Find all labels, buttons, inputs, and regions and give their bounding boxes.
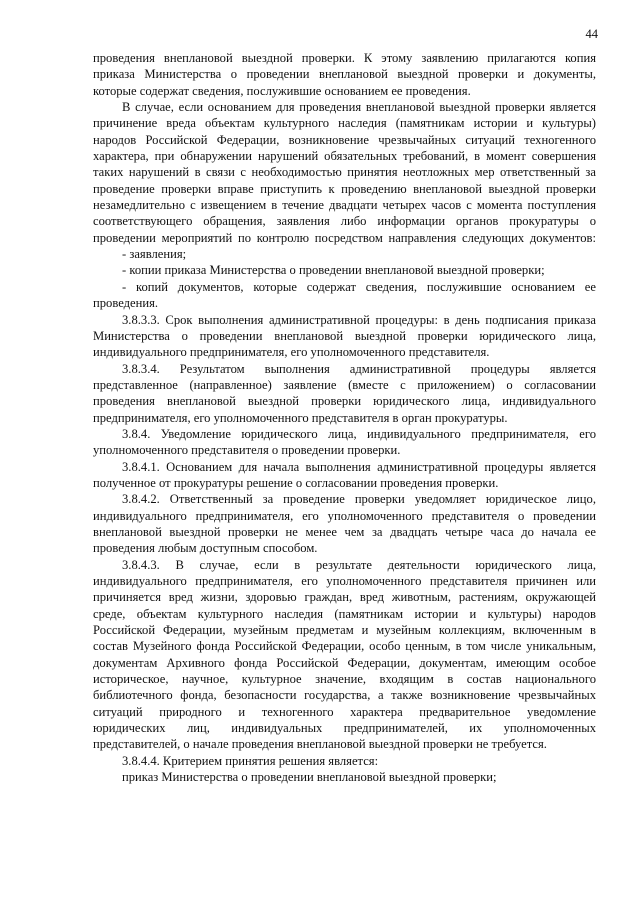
text-line: 3.8.4.2. Ответственный за проведение проверки уведомляет юридическое лицо,	[122, 492, 596, 507]
text-line: документам Архивного фонда Российской Федерации, документам, имеющим особое	[93, 655, 596, 670]
text-line: 3.8.4.4. Критерием принятия решения является:	[122, 753, 379, 768]
text-line: 3.8.3.3. Срок выполнения административной процедуры: в день подписания приказа	[122, 312, 596, 327]
text-line: индивидуального предпринимателя, его уполномоченного представителя причинен или	[93, 574, 596, 588]
text-line: библиотечного фонда, безопасности государства, а также возникновение чрезвычайных	[93, 688, 596, 703]
text-line: 3.8.3.4. Результатом выполнения административной процедуры является	[122, 361, 596, 376]
text-line: - копии приказа Министерства о проведении внеплановой выездной проверки;	[122, 263, 545, 278]
text-line: причинение вреда объектам культурного наследия (памятникам истории и культуры)	[93, 116, 596, 131]
text-line: 3.8.4.1. Основанием для начала выполнения административной процедуры является	[122, 459, 596, 474]
text-line: таких нарушений в связи с необходимостью принятия неотложных мер ответственный за	[93, 165, 596, 180]
text-line: приказа Министерства о проведении внеплановой выездной проверки и документы,	[93, 67, 596, 82]
text-line: Российской Федерации, музейным предметам и музейным коллекциям, включенным в	[93, 623, 596, 638]
text-line: предпринимателя, его уполномоченного представителя в орган прокуратуры.	[93, 410, 508, 425]
text-line: В случае, если основанием для проведения внеплановой выездной проверки является	[122, 100, 596, 115]
text-line: полученное от прокуратуры решение о согласовании проведения проверки.	[93, 475, 499, 490]
text-line: представителей, о начале проведения внеплановой выездной проверки не требуется.	[93, 737, 547, 752]
text-line: проведения внеплановой выездной проверки юридического лица, индивидуального	[93, 394, 596, 409]
text-line: причиняется вред жизни, здоровью граждан, вред животным, растениям, окружающей	[93, 590, 596, 605]
document-body	[93, 50, 596, 785]
text-line: проведения.	[93, 296, 159, 311]
text-line: ситуаций природного и техногенного характера предварительное уведомление	[93, 704, 596, 719]
text-line: состав Музейного фонда Российской Федерации, особо ценным, в том числе уникальным,	[93, 639, 596, 654]
text-line: индивидуального предпринимателя, его уполномоченного представителя о проведении	[93, 508, 596, 523]
text-line: 3.8.4. Уведомление юридического лица, индивидуального предпринимателя, его	[122, 426, 596, 441]
text-line: уполномоченного представителя о проведении проверки.	[93, 443, 401, 458]
text-line: представленное (направленное) заявление (вместе с приложением) о согласовании	[93, 377, 596, 392]
text-line: внеплановой выездной проверки не менее чем за двадцать четыре часа до начала ее	[93, 524, 596, 539]
text-line: народов Российской Федерации, возникновение чрезвычайных ситуаций техногенного	[93, 132, 596, 147]
text-line: историческое, научное, культурное значение, входящим в состав национального	[93, 672, 596, 687]
text-line: 3.8.4.3. В случае, если в результате деятельности юридического лица,	[122, 557, 596, 572]
text-line: приказ Министерства о проведении внеплановой выездной проверки;	[122, 770, 497, 785]
text-line: соответствующего обращения, заявления либо информации органов прокуратуры о	[93, 214, 596, 229]
text-line: - копий документов, которые содержат сведения, послужившие основанием ее	[122, 279, 596, 294]
text-line: - заявления;	[122, 247, 187, 262]
text-line: незамедлительно с извещением в течение двадцати четырех часов с момента поступления	[93, 198, 596, 213]
text-line: индивидуального предпринимателя, его уполномоченного представителя.	[93, 345, 490, 360]
page-number: 44	[585, 27, 598, 41]
text-line: юридических лиц, индивидуальных предпринимателей, их уполномоченных	[93, 721, 596, 736]
text-line: которые содержат сведения, послужившие основанием ее проведения.	[93, 83, 471, 98]
text-line: среде, объектам культурного наследия (памятникам истории и культуры) народов	[93, 606, 596, 621]
text-line: проведении мероприятий по контролю посредством направления следующих документов:	[93, 230, 596, 245]
text-line: проведение проверки вправе приступить к проведению внеплановой выездной проверки	[93, 181, 596, 196]
text-line: характера, при обнаружении нарушений обязательных требований, в момент совершения	[93, 149, 596, 164]
text-line: проведения внеплановой выездной проверки. К этому заявлению прилагаются копия	[93, 51, 596, 65]
text-line: проведения любым доступным способом.	[93, 541, 318, 556]
text-line: Министерства о проведении внеплановой выездной проверки юридического лица,	[93, 328, 596, 343]
